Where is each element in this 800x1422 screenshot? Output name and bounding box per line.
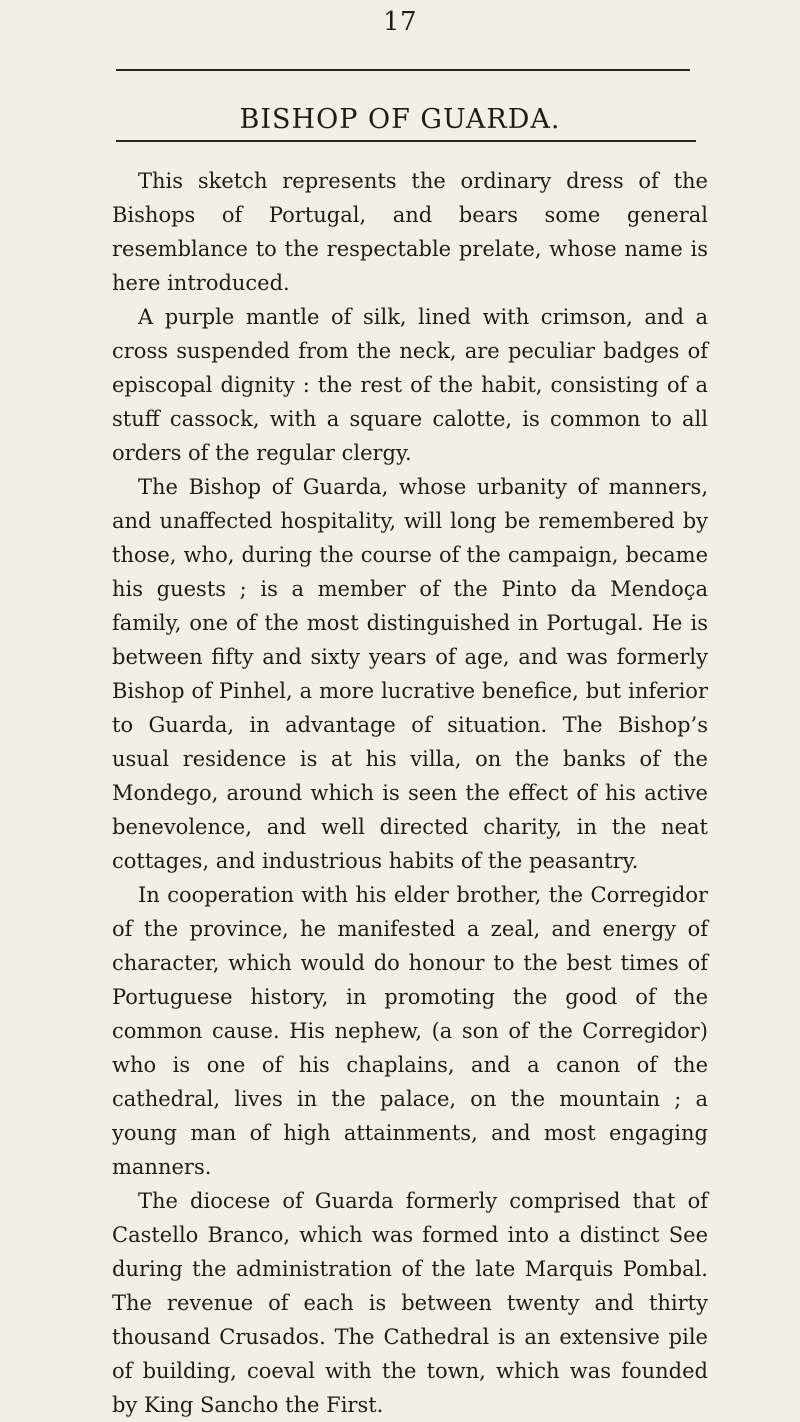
page-number: 17	[382, 7, 418, 37]
paragraph-5: The diocese of Guarda formerly comprised that of Castello Branco, which was formed into a distinct See during the administration of the late Marquis Pombal. The revenue of each is between twenty and thirty thousand Crusados. The Cathedral is an extensive pile of building, coeval with the town, which was founded by King Sancho the First.	[112, 1189, 708, 1417]
title-rule-top	[116, 69, 690, 71]
paragraph-2: A purple mantle of silk, lined with crimson, and a cross suspended from the neck, are peculiar badges of episcopal dignity : the rest of the habit, consisting of a stuff cassock, with a square calotte, is common to all orders of the regular clergy.	[112, 305, 708, 465]
paragraph-4: In cooperation with his elder brother, the Corregidor of the province, he manifested a zeal, and energy of character, which would do honour to the best times of Portuguese history, in promoting the good of the common cause. His nephew, (a son of the Corregidor) who is one of his chaplains, and a canon of the cathedral, lives in the palace, on the mountain ; a young man of high attainments, and most engaging manners.	[112, 883, 708, 1179]
paragraph-3: The Bishop of Guarda, whose urbanity of manners, and unaffected hospitality, will long be remembered by those, who, during the course of the campaign, became his guests ; is a member of the Pinto da Mendoça family, one of the most distinguished in Portugal. He is between fifty and sixty years of age, and was formerly Bishop of Pinhel, a more lucrative benefice, but inferior to Guarda, in advantage of situation. The Bishop’s usual residence is at his villa, on the banks of the Mondego, around which is seen the effect of his active benevolence, and well directed charity, in the neat cottages, and industrious habits of the peasantry.	[112, 475, 708, 873]
paragraph-1: This sketch represents the ordinary dress of the Bishops of Portugal, and bears some general resemblance to the respectable prelate, whose name is here introduced.	[112, 169, 708, 295]
title-rule-bottom	[116, 140, 696, 142]
page-title: BISHOP OF GUARDA.	[239, 104, 561, 136]
body-text	[112, 164, 708, 1422]
